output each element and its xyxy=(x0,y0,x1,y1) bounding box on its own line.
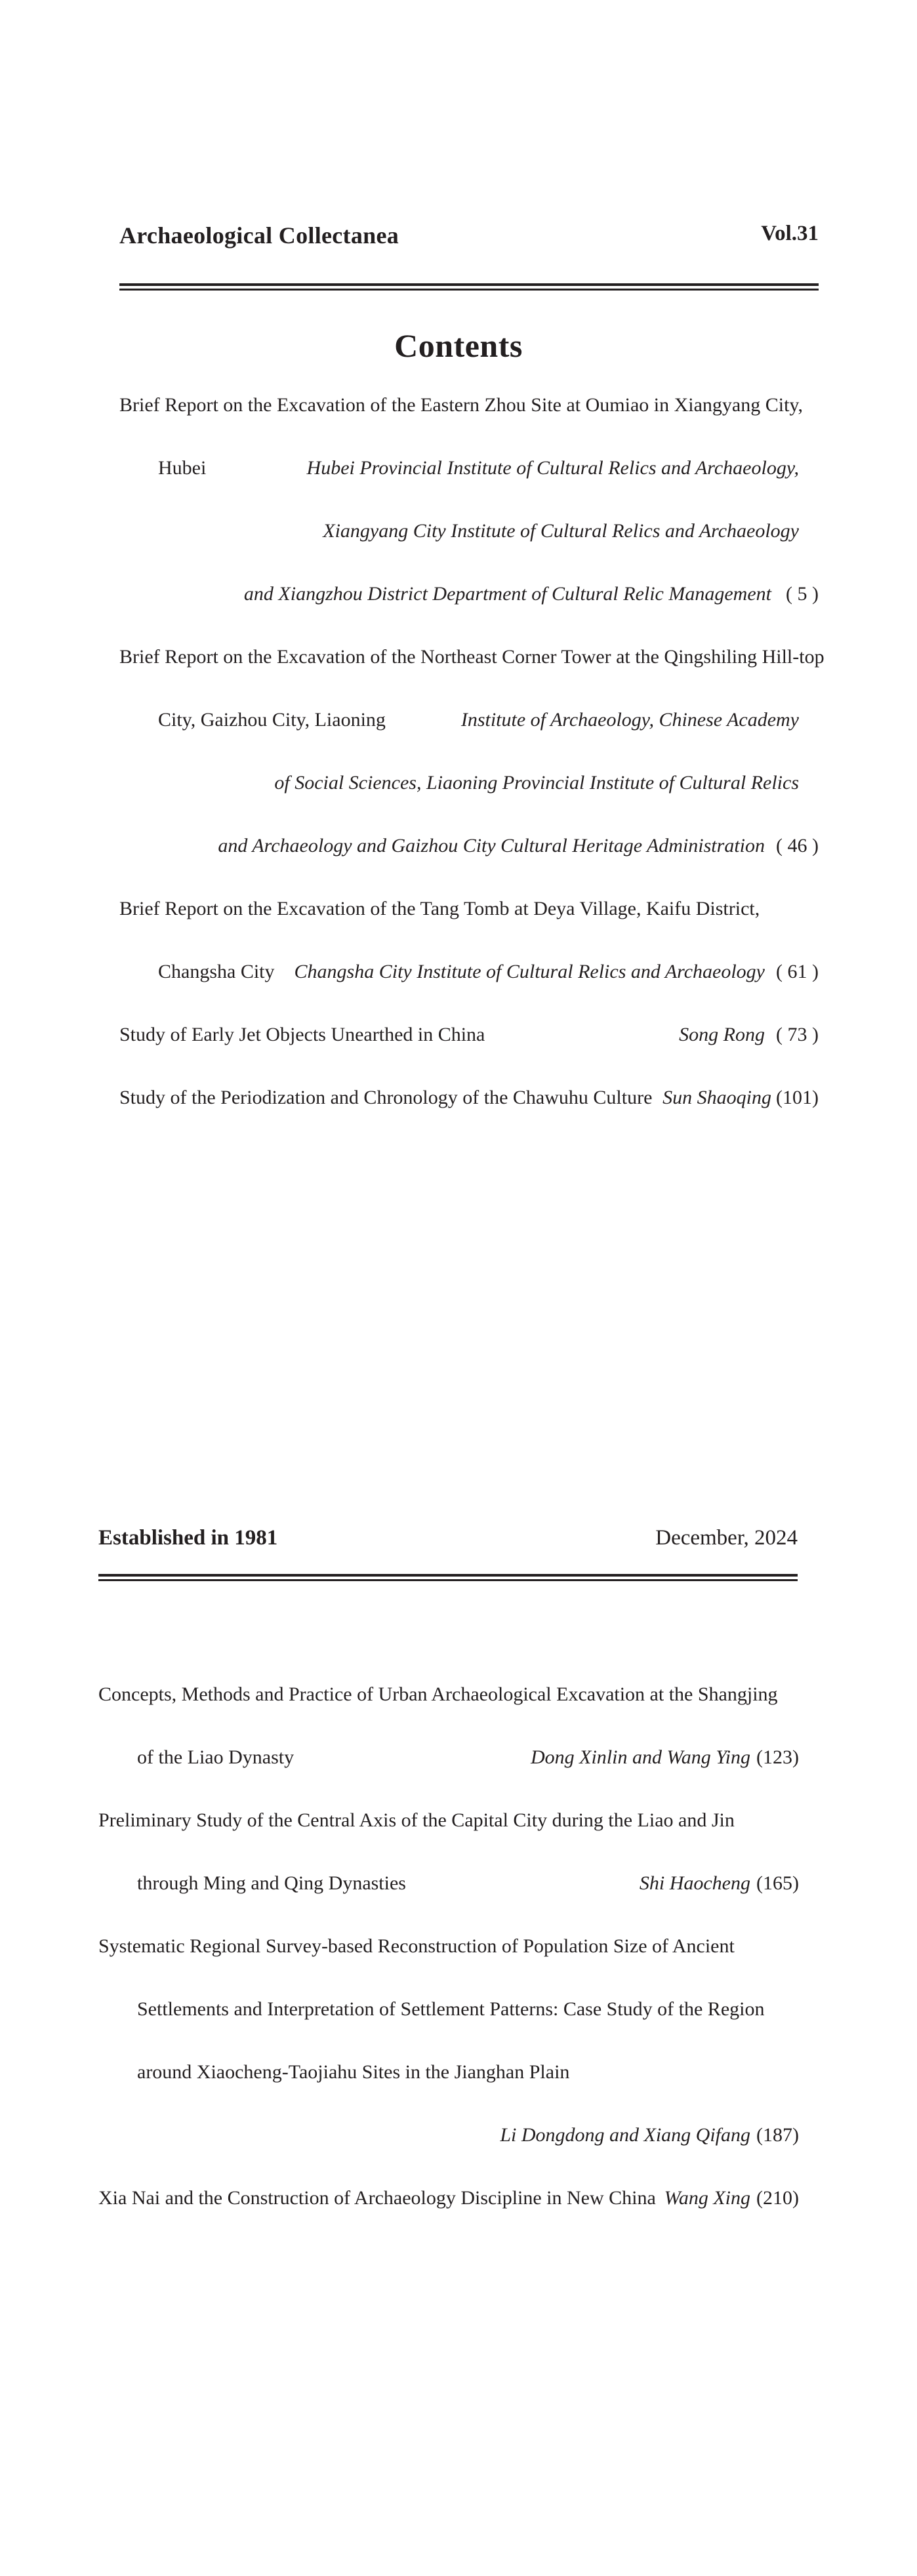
entry-8-author-line-1: Li Dongdong and Xiang Qifang xyxy=(500,2124,750,2146)
entry-8-title-line-1: Systematic Regional Survey-based Reconstruction of Population Size of Ancient xyxy=(98,1935,735,1957)
entry-1-author-line-3: and Xiangzhou District Department of Cultural Relic Management xyxy=(243,583,771,605)
entry-9-title-line-1: Xia Nai and the Construction of Archaeology Discipline in New China xyxy=(98,2187,656,2209)
entry-3-title-line-1: Brief Report on the Excavation of the Tang Tomb at Deya Village, Kaifu District, xyxy=(119,898,760,919)
issue-date: December, 2024 xyxy=(655,1526,798,1550)
header-double-rule xyxy=(119,283,819,286)
running-header xyxy=(119,222,819,254)
entry-9-page-number: (210) xyxy=(756,2187,799,2209)
entry-5-author-line-1: Sun Shaoqing xyxy=(662,1087,771,1108)
volume-number: Vol.31 xyxy=(761,222,819,245)
entry-3-title-line-2: Changsha City xyxy=(158,961,275,982)
entry-8-title-line-2: Settlements and Interpretation of Settlement Patterns: Case Study of the Region xyxy=(137,1998,765,2020)
entry-1-author-line-2: Xiangyang City Institute of Cultural Relics and Archaeology xyxy=(323,520,799,542)
entry-7-author-line-1: Shi Haocheng xyxy=(639,1872,750,1894)
entry-6-title-line-1: Concepts, Methods and Practice of Urban Archaeological Excavation at the Shangjing xyxy=(98,1683,778,1705)
entry-8-title-line-3: around Xiaocheng-Taojiahu Sites in the Jianghan Plain xyxy=(137,2061,570,2083)
entry-2-author-line-3: and Archaeology and Gaizhou City Cultural Heritage Administration xyxy=(218,835,765,856)
entry-2-author-line-1: Institute of Archaeology, Chinese Academy xyxy=(460,709,799,731)
entry-4-author-line-1: Song Rong xyxy=(679,1024,765,1045)
entry-3-author-line-1: Changsha City Institute of Cultural Relics and Archaeology xyxy=(294,961,765,982)
contents-heading: Contents xyxy=(394,327,523,364)
entry-1-title-line-2: Hubei xyxy=(158,457,207,479)
entry-4-page-number: ( 73 ) xyxy=(776,1024,819,1045)
entry-2-author-line-2: of Social Sciences, Liaoning Provincial Institute of Cultural Relics xyxy=(274,772,799,794)
entry-6-title-line-2: of the Liao Dynasty xyxy=(137,1746,295,1768)
running-footer xyxy=(98,1526,798,1556)
entry-5-page-number: (101) xyxy=(776,1087,819,1108)
entry-2-title-line-2: City, Gaizhou City, Liaoning xyxy=(158,709,386,731)
entry-1-author-line-1: Hubei Provincial Institute of Cultural Relics and Archaeology, xyxy=(306,457,799,479)
entry-9-author-line-1: Wang Xing xyxy=(664,2187,750,2209)
entry-7-page-number: (165) xyxy=(756,1872,799,1894)
entry-7-title-line-1: Preliminary Study of the Central Axis of the Capital City during the Liao and Jin xyxy=(98,1809,735,1831)
entry-5-title-line-1: Study of the Periodization and Chronology of the Chawuhu Culture xyxy=(119,1087,653,1108)
contents-page-2 xyxy=(0,1503,917,2576)
entry-1-page-number: ( 5 ) xyxy=(786,583,819,605)
entry-4-title-line-1: Study of Early Jet Objects Unearthed in China xyxy=(119,1024,485,1045)
journal-title: Archaeological Collectanea xyxy=(119,222,399,249)
entry-7-title-line-2: through Ming and Qing Dynasties xyxy=(137,1872,406,1894)
footer-double-rule xyxy=(98,1574,798,1577)
entry-6-page-number: (123) xyxy=(756,1746,799,1768)
entry-6-author-line-1: Dong Xinlin and Wang Ying xyxy=(530,1746,750,1768)
entry-2-title-line-1: Brief Report on the Excavation of the Northeast Corner Tower at the Qingshiling Hill-top xyxy=(119,646,825,668)
established-note: Established in 1981 xyxy=(98,1526,278,1550)
entry-8-page-number: (187) xyxy=(756,2124,799,2146)
entry-1-title-line-1: Brief Report on the Excavation of the Eastern Zhou Site at Oumiao in Xiangyang City, xyxy=(119,394,803,416)
entry-3-page-number: ( 61 ) xyxy=(776,961,819,982)
entry-2-page-number: ( 46 ) xyxy=(776,835,819,856)
